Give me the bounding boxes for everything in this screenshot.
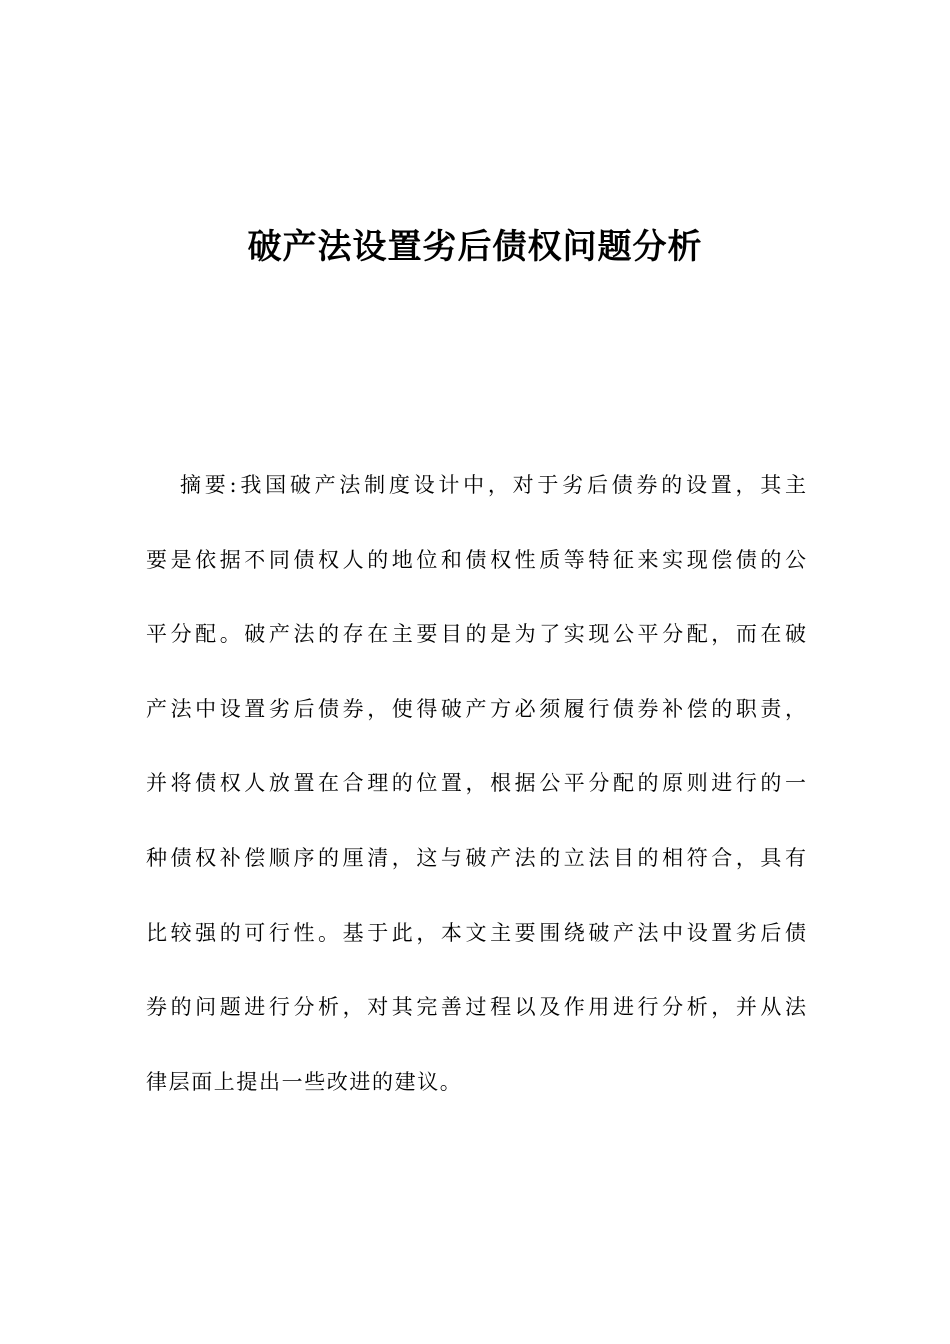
abstract-line: 要是依据不同债权人的地位和债权性质等特征来实现偿债的公 [146, 547, 806, 572]
abstract-line: 平分配。破产法的存在主要目的是为了实现公平分配，而在破 [146, 622, 806, 647]
abstract-line: 比较强的可行性。基于此，本文主要围绕破产法中设置劣后债 [146, 920, 806, 945]
abstract-line: 并将债权人放置在合理的位置，根据公平分配的原则进行的一 [146, 771, 806, 796]
document-title: 破产法设置劣后债权问题分析 [247, 227, 703, 267]
abstract-line: 种债权补偿顺序的厘清，这与破产法的立法目的相符合，具有 [146, 845, 806, 870]
abstract-paragraph [146, 448, 806, 1119]
abstract-line: 券的问题进行分析，对其完善过程以及作用进行分析，并从法 [146, 995, 806, 1020]
abstract-line: 摘要:我国破产法制度设计中，对于劣后债券的设置，其主 [180, 473, 806, 497]
abstract-line: 律层面上提出一些改进的建议。 [146, 1069, 463, 1094]
abstract-line: 产法中设置劣后债券，使得破产方必须履行债券补偿的职责， [146, 696, 806, 721]
